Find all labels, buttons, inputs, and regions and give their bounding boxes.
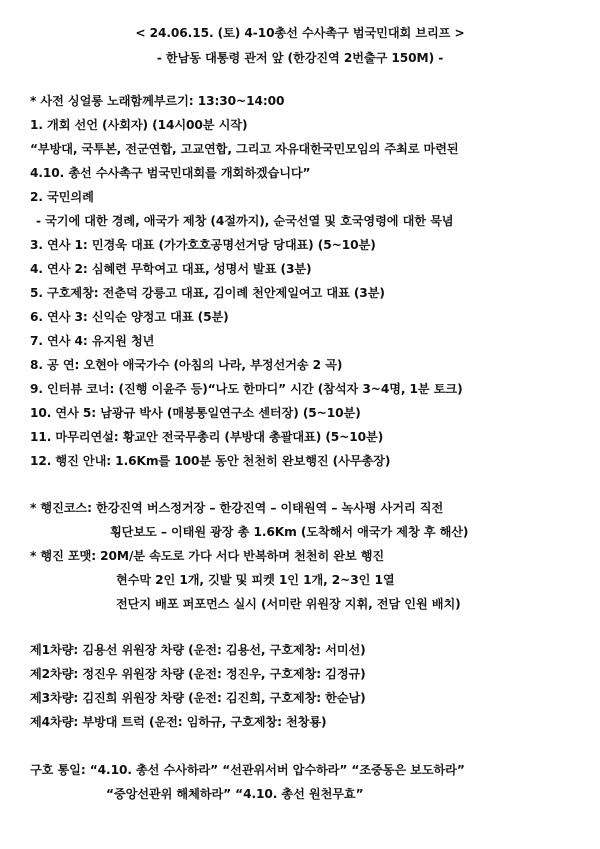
document-subtitle: - 한남동 대통령 관저 앞 (한강진역 2번출구 150M) - [156,51,444,65]
march-line: * 행진 포맷: 20M/분 속도로 가다 서다 반복하며 천천히 완보 행진 [30,549,385,563]
vehicle-line: 제2차량: 정진우 위원장 차량 (운전: 정진우, 구호제창: 김정규) [30,667,366,681]
program-line: 3. 연사 1: 민경욱 대표 (가가호호공명선거당 당대표) (5~10분) [30,238,376,252]
program-line: “부방대, 국투본, 전군연합, 고교연합, 그리고 자유대한국민모임의 주최로 마련된 [30,142,459,156]
slogan-line: 구호 통일: “4.10. 총선 수사하라” “선관위서버 압수하라” “조중동은 보도하라” [30,763,465,777]
program-line: 10. 연사 5: 남광규 박사 (매봉통일연구소 센터장) (5~10분) [30,406,361,420]
program-line: 1. 개회 선언 (사회자) (14시00분 시작) [30,118,248,132]
document-title: < 24.06.15. (토) 4-10총선 수사촉구 범국민대회 브리프 > [135,26,465,40]
slogan-line: “중앙선관위 해체하라” “4.10. 총선 원천무효” [106,787,364,801]
program-line: 4. 연사 2: 심혜련 무학여고 대표, 성명서 발표 (3분) [30,262,312,276]
march-line: * 행진코스: 한강진역 버스정거장 – 한강진역 – 이태원역 – 녹사평 사거리 직전 [30,501,444,515]
program-line: 5. 구호제창: 전춘덕 강릉고 대표, 김이례 천안제일여고 대표 (3분) [30,286,385,300]
program-line: 7. 연사 4: 유지원 청년 [30,334,155,348]
vehicle-line: 제1차량: 김용선 위원장 차량 (운전: 김용선, 구호제창: 서미선) [30,643,366,657]
program-line: 11. 마무리연설: 황교안 전국무총리 (부방대 총괄대표) (5~10분) [30,430,384,444]
program-line: 2. 국민의례 [30,190,94,204]
program-line: 12. 행진 안내: 1.6Km를 100분 동안 천천히 완보행진 (사무총장) [30,454,391,468]
program-line: 8. 공 연: 오현아 애국가수 (아침의 나라, 부정선거송 2 곡) [30,358,343,372]
program-line: - 국기에 대한 경례, 애국가 제창 (4절까지), 순국선열 및 호국영령에 대한 묵념 [36,214,454,228]
program-line: * 사전 싱얼롱 노래함께부르기: 13:30~14:00 [30,94,285,108]
program-line: 6. 연사 3: 신익순 양정고 대표 (5분) [30,310,229,324]
vehicle-line: 제4차량: 부방대 트럭 (운전: 임하규, 구호제창: 천창룡) [30,715,327,729]
march-line: 횡단보도 – 이태원 광장 총 1.6Km (도착해서 애국가 제창 후 해산) [110,525,469,539]
vehicle-line: 제3차량: 김진희 위원장 차량 (운전: 김진희, 구호제창: 한순남) [30,691,366,705]
march-line: 전단지 배포 퍼포먼스 실시 (서미란 위원장 지휘, 전담 인원 배치) [116,597,461,611]
program-line: 9. 인터뷰 코너: (진행 이윤주 등)“나도 한마디” 시간 (참석자 3~4명, 1분 토크) [30,382,463,396]
march-line: 현수막 2인 1개, 깃발 및 피켓 1인 1개, 2~3인 1열 [116,573,395,587]
program-line: 4.10. 총선 수사촉구 범국민대회를 개회하겠습니다” [30,166,311,180]
